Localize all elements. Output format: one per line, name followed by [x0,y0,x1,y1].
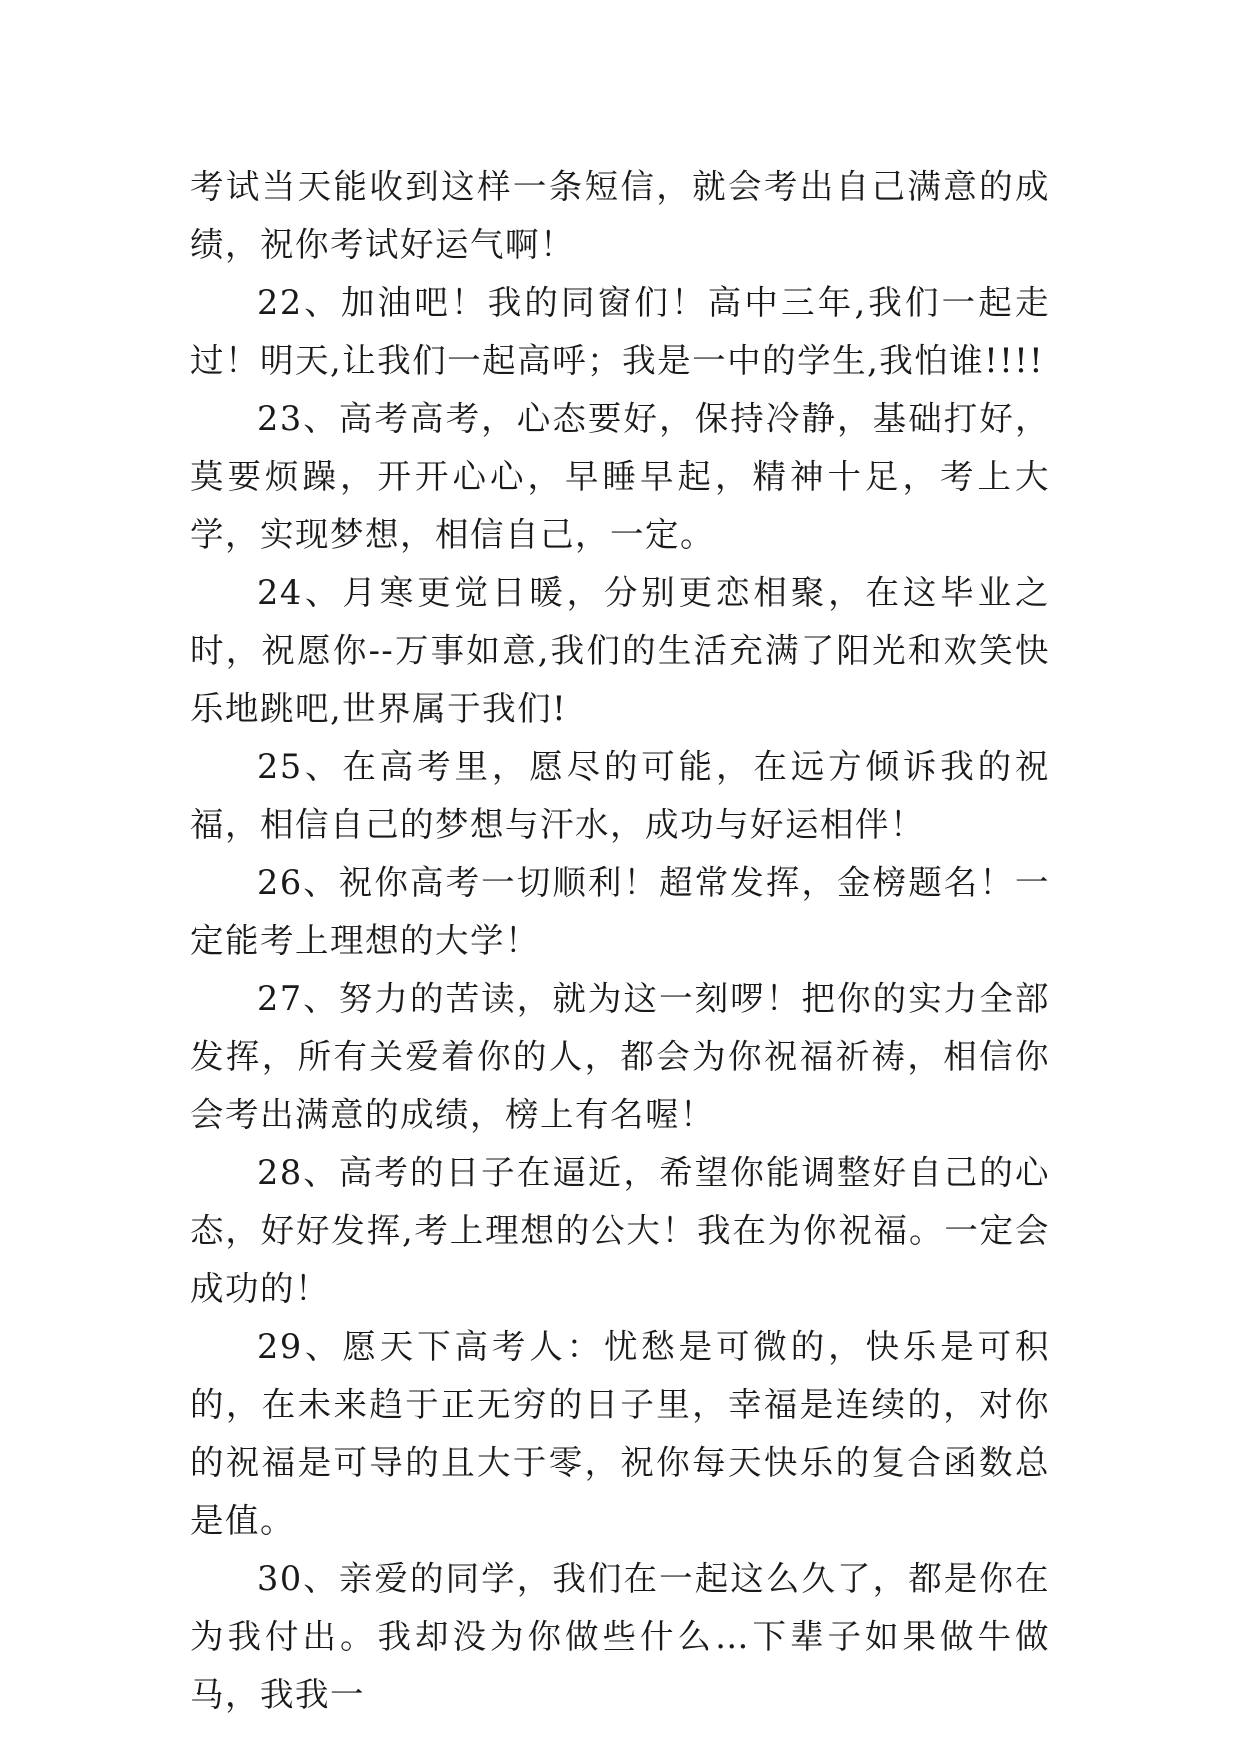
paragraph-26: 26、祝你高考一切顺利！超常发挥，金榜题名！一定能考上理想的大学！ [190,863,1050,960]
paragraph-29: 29、愿天下高考人：忧愁是可微的，快乐是可积的，在未来趋于正无穷的日子里，幸福是连续的，对你的祝福是可导的且大于零，祝你每天快乐的复合函数总是值。 [190,1327,1050,1540]
paragraph-30: 30、亲爱的同学，我们在一起这么久了，都是你在为我付出。我却没为你做些什么…下辈子如果做牛做马，我我一 [190,1559,1050,1714]
paragraph-24: 24、月寒更觉日暖，分别更恋相聚，在这毕业之时，祝愿你--万事如意,我们的生活充满了阳光和欢笑快乐地跳吧,世界属于我们! [190,573,1050,728]
paragraph-27: 27、努力的苦读，就为这一刻啰！把你的实力全部发挥，所有关爱着你的人，都会为你祝福祈祷，相信你会考出满意的成绩，榜上有名喔！ [190,979,1050,1134]
paragraph-25: 25、在高考里，愿尽的可能，在远方倾诉我的祝福，相信自己的梦想与汗水，成功与好运相伴！ [190,747,1050,844]
paragraph-22: 22、加油吧！我的同窗们！高中三年,我们一起走过！明天,让我们一起高呼；我是一中的学生,我怕谁!!!! [190,283,1050,380]
paragraph-28: 28、高考的日子在逼近，希望你能调整好自己的心态，好好发挥,考上理想的公大！我在为你祝福。一定会成功的！ [190,1153,1050,1308]
document-page [190,158,1050,1724]
paragraph-23: 23、高考高考，心态要好，保持冷静，基础打好，莫要烦躁，开开心心，早睡早起，精神十足，考上大学，实现梦想，相信自己，一定。 [190,399,1050,554]
paragraph-continuation: 考试当天能收到这样一条短信，就会考出自己满意的成绩，祝你考试好运气啊！ [190,167,1050,264]
